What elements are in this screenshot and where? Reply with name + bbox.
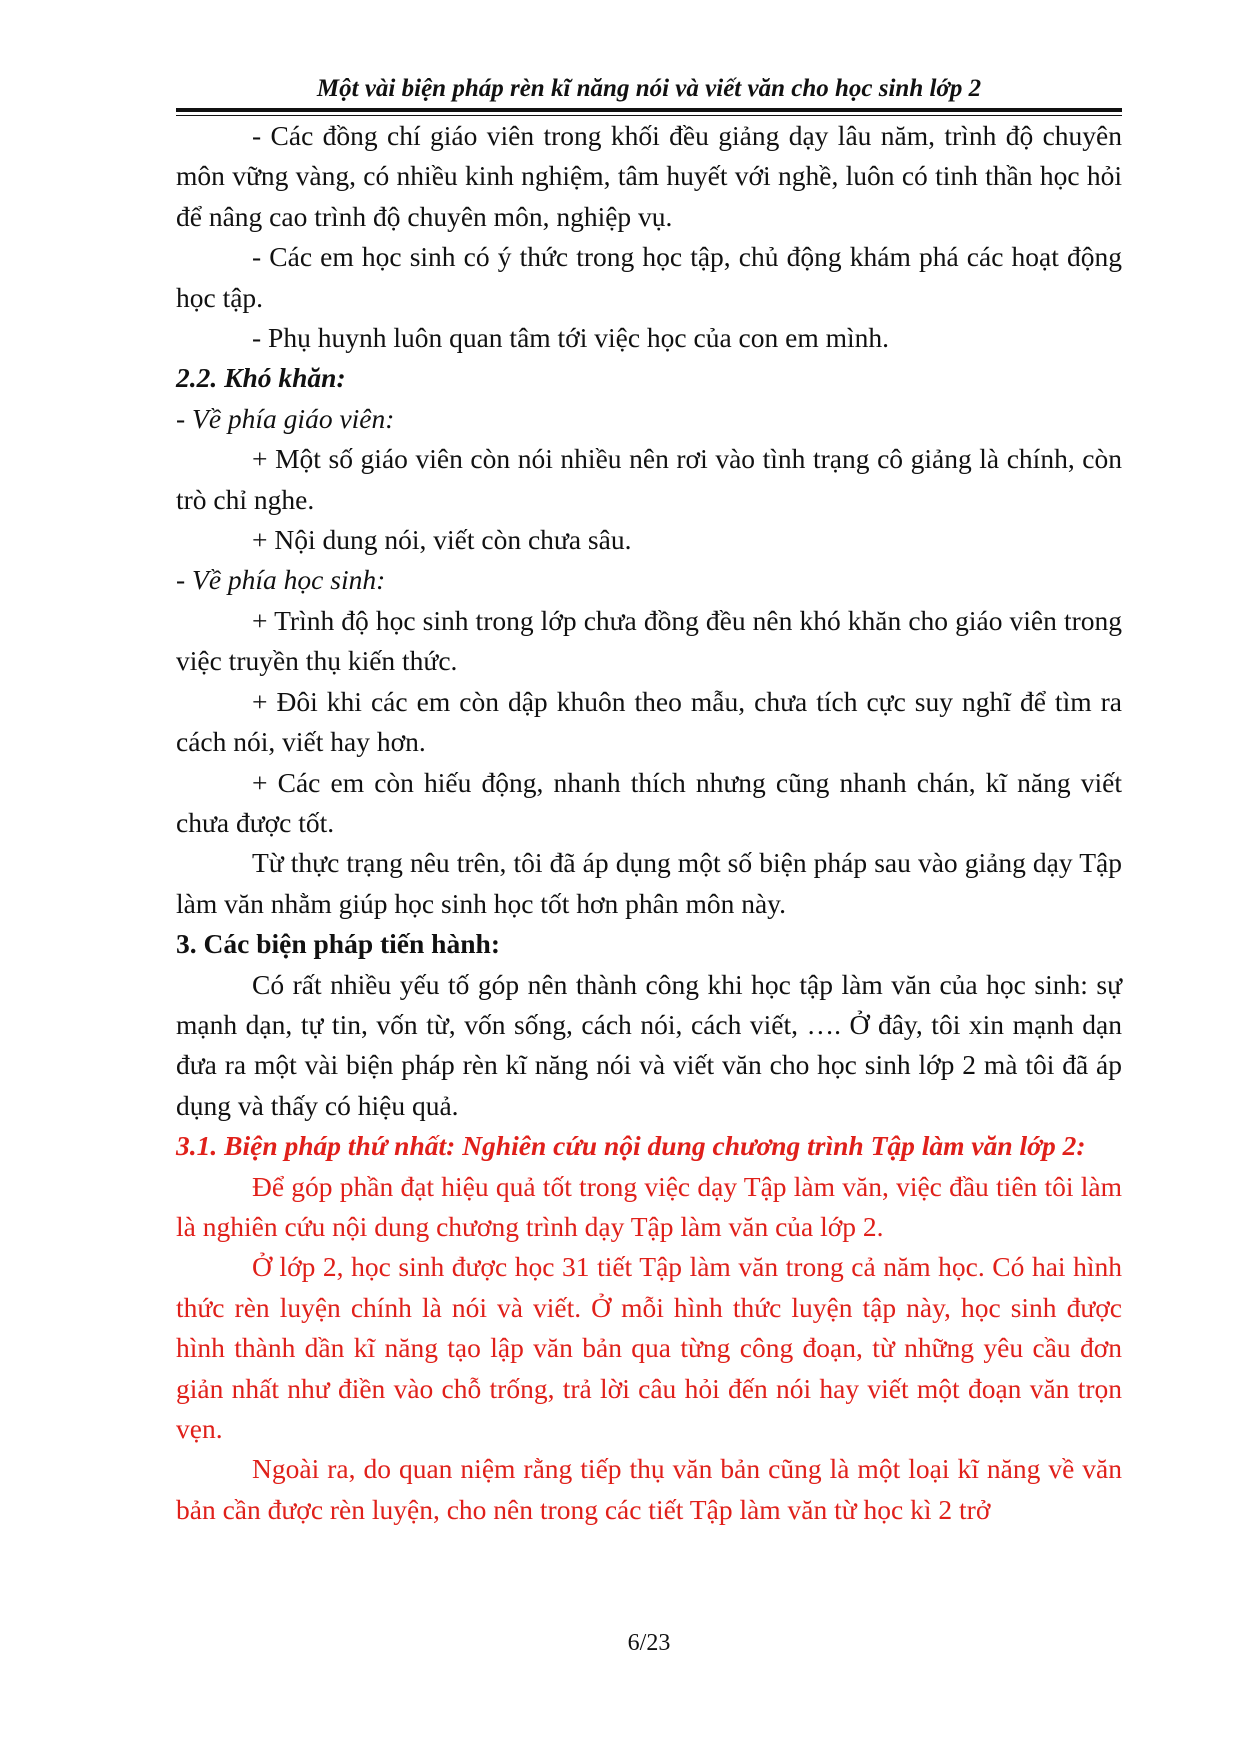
section-heading: 3. Các biện pháp tiến hành: xyxy=(176,928,500,960)
document-body xyxy=(176,116,1122,1530)
paragraph: + Nội dung nói, viết còn chưa sâu. xyxy=(252,524,632,556)
section-heading: 2.2. Khó khăn: xyxy=(176,362,346,394)
subheading: - Về phía học sinh: xyxy=(176,564,386,596)
paragraph-red: Để góp phần đạt hiệu quả tốt trong việc dạy Tập làm văn, việc đầu tiên tôi làm là nghiên cứu nội dung chương trình dạy Tập làm văn của lớp 2. xyxy=(176,1170,1122,1242)
paragraph: + Các em còn hiếu động, nhanh thích nhưng cũng nhanh chán, kĩ năng viết chưa được tốt. xyxy=(176,766,1122,838)
subheading: - Về phía giáo viên: xyxy=(176,402,395,434)
section-heading-red: 3.1. Biện pháp thứ nhất: Nghiên cứu nội dung chương trình Tập làm văn lớp 2: xyxy=(176,1130,1086,1162)
paragraph-red: Ngoài ra, do quan niệm rằng tiếp thụ văn bản cũng là một loại kĩ năng về văn bản cần được rèn luyện, cho nên trong các tiết Tập làm văn từ học kì 2 trở xyxy=(176,1453,1122,1525)
paragraph: + Trình độ học sinh trong lớp chưa đồng đều nên khó khăn cho giáo viên trong việc truyền thụ kiến thức. xyxy=(176,604,1122,677)
running-header: Một vài biện pháp rèn kĩ năng nói và viết văn cho học sinh lớp 2 xyxy=(316,75,982,102)
paragraph: + Một số giáo viên còn nói nhiều nên rơi vào tình trạng cô giảng là chính, còn trò chỉ nghe. xyxy=(176,443,1122,515)
paragraph: - Các đồng chí giáo viên trong khối đều giảng dạy lâu năm, trình độ chuyên môn vững vàng, có nhiều kinh nghiệm, tâm huyết với nghề, luôn có tinh thần học hỏi để nâng cao trình độ chuyên môn, nghiệp vụ. xyxy=(176,120,1122,232)
paragraph: + Đôi khi các em còn dập khuôn theo mẫu, chưa tích cực suy nghĩ để tìm ra cách nói, viết hay hơn. xyxy=(176,685,1122,758)
paragraph: Có rất nhiều yếu tố góp nên thành công khi học tập làm văn của học sinh: sự mạnh dạn, tự tin, vốn từ, vốn sống, cách nói, cách viết, …. Ở đây, tôi xin mạnh dạn đưa ra một vài biện pháp rèn kĩ năng nói và viết văn cho học sinh lớp 2 mà tôi đã áp dụng và thấy có hiệu quả. xyxy=(176,968,1122,1121)
paragraph-red: Ở lớp 2, học sinh được học 31 tiết Tập làm văn trong cả năm học. Có hai hình thức rèn luyện chính là nói và viết. Ở mỗi hình thức luyện tập này, học sinh được hình thành dần kĩ năng tạo lập văn bản qua từng công đoạn, từ những yêu cầu đơn giản nhất như điền vào chỗ trống, trả lời câu hỏi đến nói hay viết một đoạn văn trọn vẹn. xyxy=(176,1251,1122,1444)
header-rule-thick xyxy=(176,108,1122,112)
page-number: 6/23 xyxy=(627,1630,671,1656)
paragraph: - Phụ huynh luôn quan tâm tới việc học của con em mình. xyxy=(252,322,889,354)
paragraph: Từ thực trạng nêu trên, tôi đã áp dụng một số biện pháp sau vào giảng dạy Tập làm văn nhằm giúp học sinh học tốt hơn phân môn này. xyxy=(176,847,1122,919)
paragraph: - Các em học sinh có ý thức trong học tập, chủ động khám phá các hoạt động học tập. xyxy=(176,241,1122,313)
